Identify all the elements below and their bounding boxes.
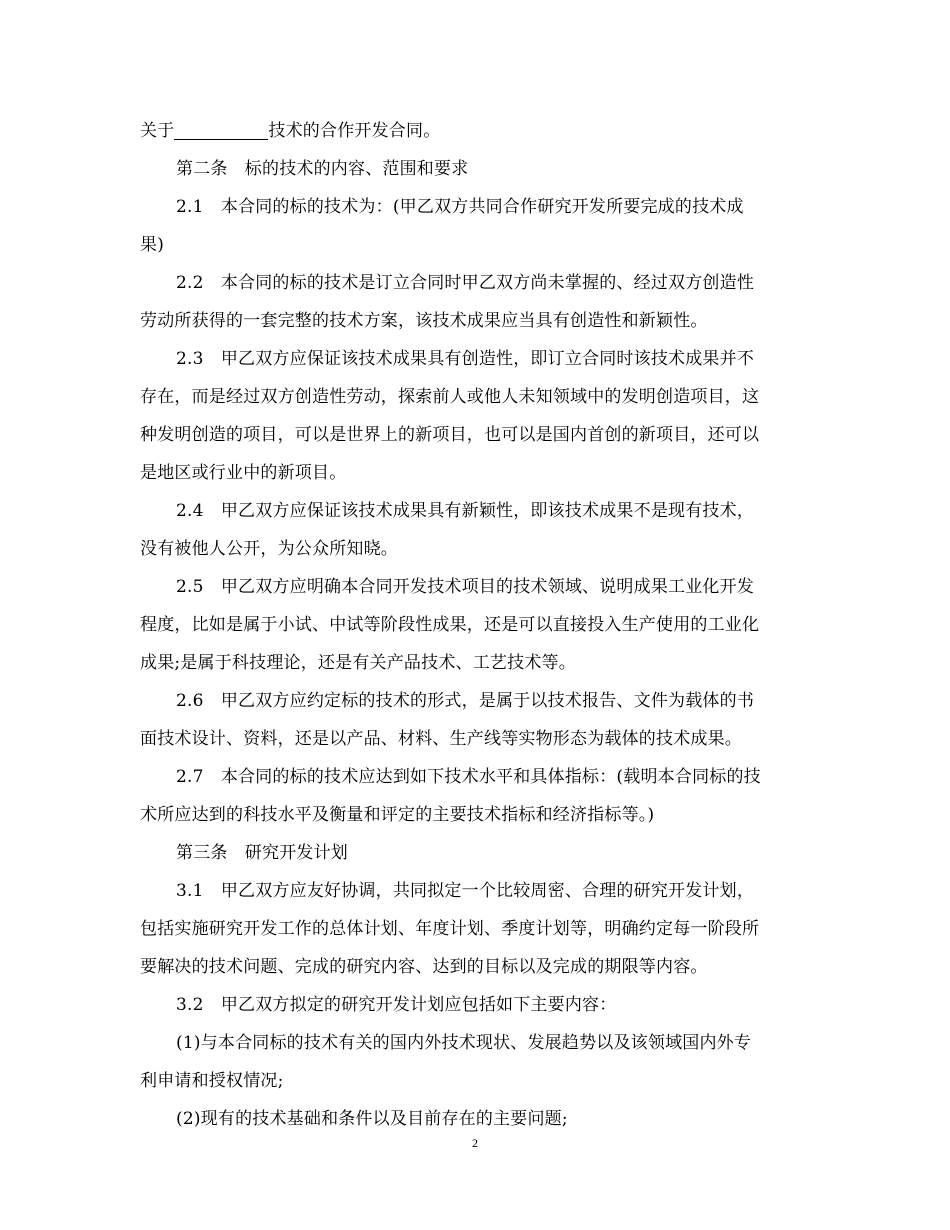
clause-2-3-line-1: 2.3 甲乙双方应保证该技术成果具有创造性，即订立合同时该技术成果并不 [176, 349, 755, 369]
clause-2-7-line-2: 术所应达到的科技水平及衡量和评定的主要技术指标和经济指标等。) [140, 805, 655, 825]
blank-fill-line [174, 117, 268, 140]
article-3-heading: 第三条 研究开发计划 [176, 843, 348, 863]
clause-3-1-line-1: 3.1 甲乙双方应友好协调，共同拟定一个比较周密、合理的研究开发计划， [176, 881, 755, 901]
clause-2-4-line-2: 没有被他人公开，为公众所知晓。 [140, 539, 398, 559]
clause-3-2-line: 3.2 甲乙双方拟定的研究开发计划应包括如下主要内容： [176, 995, 617, 1015]
clause-2-1-line-2: 果) [140, 235, 165, 255]
contract-title-line [140, 112, 810, 150]
clause-2-7-line-1: 2.7 本合同的标的技术应达到如下技术水平和具体指标：(载明本合同标的技 [176, 767, 761, 787]
clause-2-1-line-1: 2.1 本合同的标的技术为：(甲乙双方共同合作研究开发所要完成的技术成 [176, 197, 744, 217]
clause-2-3-line-4: 是地区或行业中的新项目。 [140, 463, 347, 483]
clause-2-6-line-2: 面技术设计、资料，还是以产品、材料、生产线等实物形态为载体的技术成果。 [140, 729, 742, 749]
clause-2-2-line-1: 2.2 本合同的标的技术是订立合同时甲乙双方尚未掌握的、经过双方创造性 [176, 273, 755, 293]
clause-3-1-line-3: 要解决的技术问题、完成的研究内容、达到的目标以及完成的期限等内容。 [140, 957, 708, 977]
clause-2-5-line-2: 程度，比如是属于小试、中试等阶段性成果，还是可以直接投入生产使用的工业化 [140, 615, 760, 635]
clause-2-3-line-2: 存在，而是经过双方创造性劳动，探索前人或他人未知领域中的发明创造项目，这 [140, 387, 760, 407]
clause-2-4-line-1: 2.4 甲乙双方应保证该技术成果具有新颖性，即该技术成果不是现有技术， [176, 501, 755, 521]
page-body [140, 112, 810, 1138]
list-item-2-line: (2)现有的技术基础和条件以及目前存在的主要问题; [176, 1109, 568, 1129]
list-item-1-line-2: 利申请和授权情况; [140, 1071, 284, 1091]
clause-2-5-line-1: 2.5 甲乙双方应明确本合同开发技术项目的技术领域、说明成果工业化开发 [176, 577, 755, 597]
title-prefix: 关于 [140, 121, 175, 141]
clause-2-3-line-3: 种发明创造的项目，可以是世界上的新项目，也可以是国内首创的新项目，还可以 [140, 425, 760, 445]
page-number: 2 [472, 1136, 478, 1150]
clause-2-6-line-1: 2.6 甲乙双方应约定标的技术的形式，是属于以技术报告、文件为载体的书 [176, 691, 755, 711]
clause-3-1-line-2: 包括实施研究开发工作的总体计划、年度计划、季度计划等，明确约定每一阶段所 [140, 919, 760, 939]
title-suffix: 技术的合作开发合同。 [268, 121, 441, 141]
clause-2-2-line-2: 劳动所获得的一套完整的技术方案，该技术成果应当具有创造性和新颖性。 [140, 311, 708, 331]
article-2-heading: 第二条 标的技术的内容、范围和要求 [176, 159, 469, 179]
clause-2-5-line-3: 成果;是属于科技理论，还是有关产品技术、工艺技术等。 [140, 653, 576, 673]
list-item-1-line-1: (1)与本合同标的技术有关的国内外技术现状、发展趋势以及该领域国内外专 [176, 1033, 752, 1053]
